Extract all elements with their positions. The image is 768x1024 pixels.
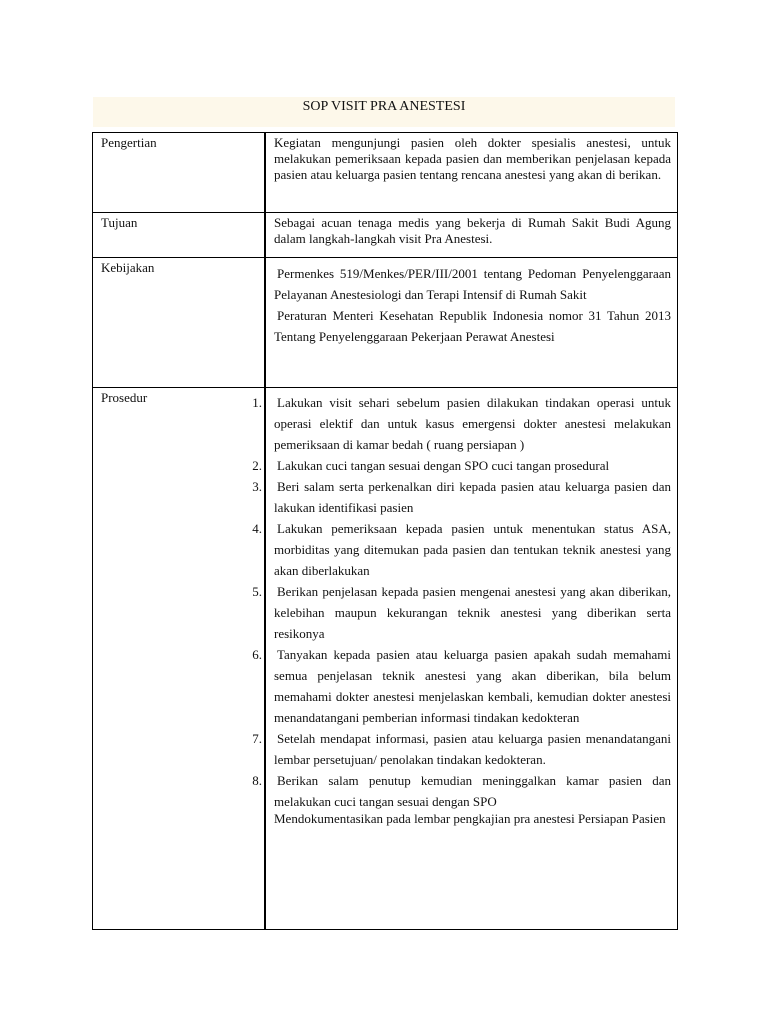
row-tujuan [93,213,678,258]
content-tujuan [265,213,678,258]
label-prosedur: Prosedur [93,388,266,930]
prosedur-step [252,728,671,770]
content-kebijakan [265,258,678,388]
step-text: Berikan salam penutup kemudian meninggalkan kamar pasien dan melakukan cuci tangan sesuai dengan SPO [274,773,671,809]
step-number: 4. [252,521,262,536]
prosedur-step [252,476,671,518]
pengertian-text: Kegiatan mengunjungi pasien oleh dokter spesialis anestesi, untuk melakukan pemeriksaan kepada pasien dan memberikan penjelasan kepada pasien atau keluarga pasien tentang rencana anestesi yang akan di berikan. [274,135,671,182]
title-bar [93,97,675,127]
row-prosedur [93,388,678,930]
kebijakan-item: Permenkes 519/Menkes/PER/III/2001 tentang Pedoman Penyelenggaraan Pelayanan Anestesiologi dan Terapi Intensif di Rumah Sakit [274,266,671,302]
label-kebijakan: Kebijakan [93,258,266,388]
label-tujuan: Tujuan [93,213,266,258]
prosedur-step [252,455,671,476]
step-text: Lakukan visit sehari sebelum pasien dilakukan tindakan operasi untuk operasi elektif dan untuk kasus emergensi dokter anestesi melakukan pemeriksaan di kamar bedah ( ruang persiapan ) [274,395,671,452]
step-number: 7. [252,731,262,746]
kebijakan-list [274,263,671,347]
prosedur-tail: Mendokumentasikan pada lembar pengkajian pra anestesi Persiapan Pasien [274,811,666,826]
sop-table [92,132,678,930]
step-text: Lakukan cuci tangan sesuai dengan SPO cuci tangan prosedural [277,458,610,473]
prosedur-step [252,644,671,728]
prosedur-steps [252,392,671,812]
step-text: Tanyakan kepada pasien atau keluarga pasien apakah sudah memahami semua penjelasan teknik anestesi yang akan diberikan, bila belum memahami dokter anestesi menjelaskan kembali, kemudian dokter anestesi menandatangani pemberian informasi tindakan kedokteran [274,647,671,725]
row-kebijakan [93,258,678,388]
content-prosedur [252,388,678,930]
prosedur-step [252,518,671,581]
step-number: 5. [252,584,262,599]
prosedur-step [252,581,671,644]
prosedur-step [252,392,671,455]
tujuan-text: Sebagai acuan tenaga medis yang bekerja di Rumah Sakit Budi Agung dalam langkah-langkah visit Pra Anestesi. [274,215,671,246]
step-number: 3. [252,479,262,494]
step-text: Beri salam serta perkenalkan diri kepada pasien atau keluarga pasien dan lakukan identifikasi pasien [274,479,671,515]
step-number: 1. [252,395,262,410]
step-text: Berikan penjelasan kepada pasien mengenai anestesi yang akan diberikan, kelebihan maupun kekurangan teknik anestesi yang diberikan serta resikonya [274,584,671,641]
row-pengertian [93,133,678,213]
content-pengertian [265,133,678,213]
step-number: 2. [252,458,262,473]
step-text: Lakukan pemeriksaan kepada pasien untuk menentukan status ASA, morbiditas yang ditemukan pada pasien dan tentukan teknik anestesi yang akan diberlakukan [274,521,671,578]
step-number: 6. [252,647,262,662]
document-title: SOP VISIT PRA ANESTESI [302,99,466,114]
step-text: Setelah mendapat informasi, pasien atau keluarga pasien menandatangani lembar persetujuan/ penolakan tindakan kedokteran. [274,731,671,767]
step-number: 8. [252,773,262,788]
prosedur-step [252,770,671,812]
kebijakan-item: Peraturan Menteri Kesehatan Republik Indonesia nomor 31 Tahun 2013 Tentang Penyelenggaraan Pekerjaan Perawat Anestesi [274,308,671,344]
label-pengertian: Pengertian [93,133,266,213]
